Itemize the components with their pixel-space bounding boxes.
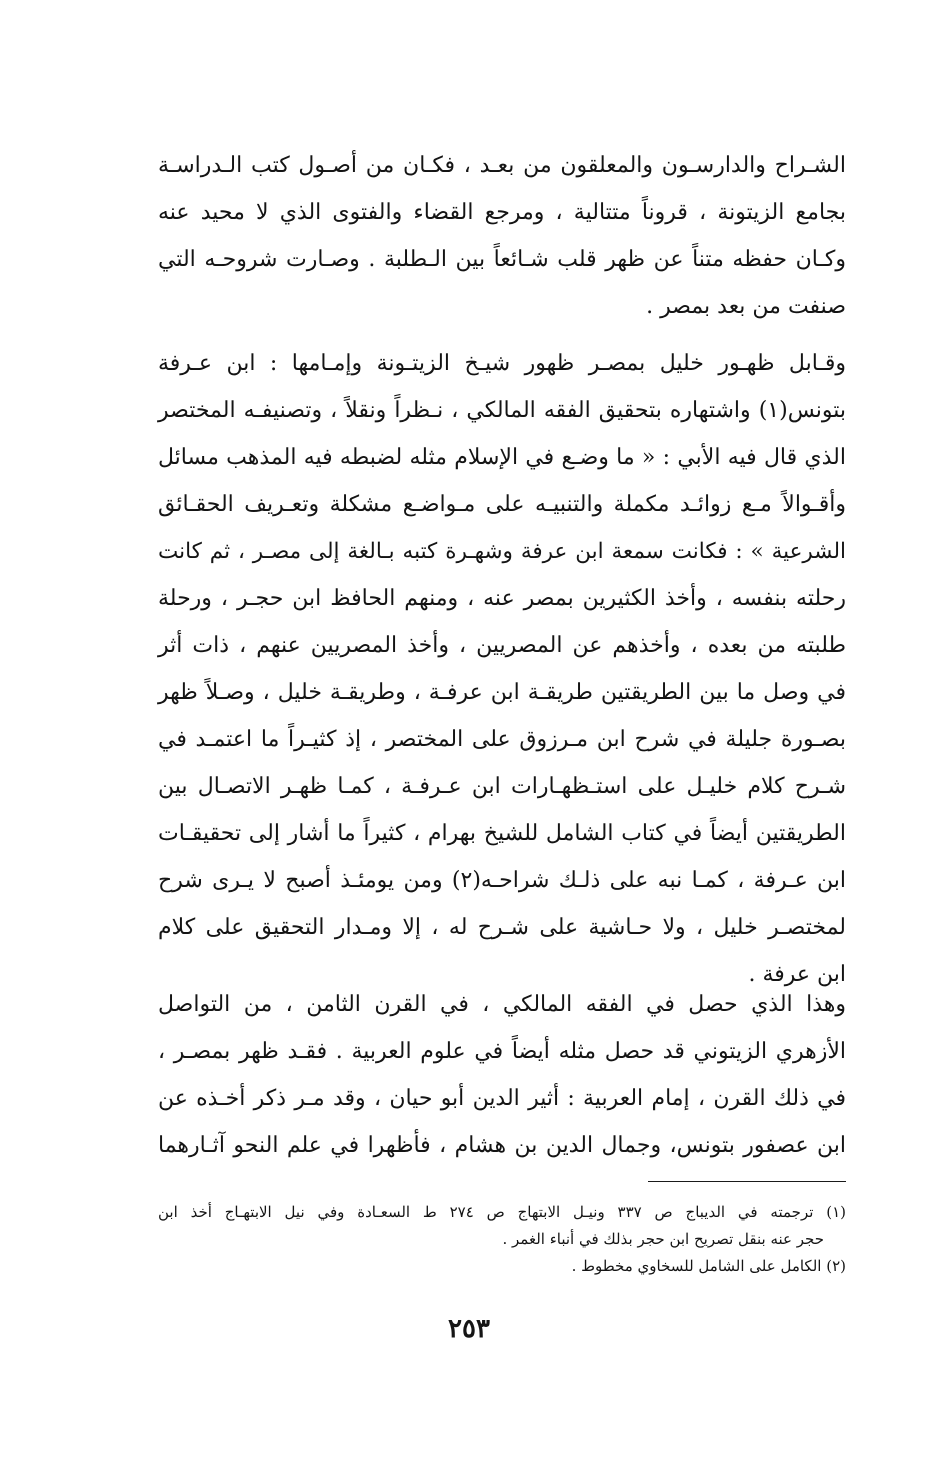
text-line: وكـان حفظه متناً عن ظهر قلب شـائعاً بين الـطلبة . وصـارت شروحـه التي [158,247,846,272]
text-line: الشـراح والدارسـون والمعلقون من بعـد ، فكـان من أصـول كتب الـدراسـة [158,153,846,178]
text-line: ابن عصفور بتونس، وجمال الدين بن هشام ، فأظهرا في علم النحو آثـارهما [158,1133,846,1158]
footnote-2: (٢) الكامل على الشامل للسخاوي مخطوط . [571,1257,846,1275]
text-line: بتونس(١) واشتهاره بتحقيق الفقه المالكي ، نـظراً ونقلاً ، وتصنيفـه المختصر [158,398,846,423]
text-line: الأزهري الزيتوني قد حصل مثله أيضاً في علوم العربية . فقـد ظهر بمصـر ، [158,1039,846,1064]
text-line: ابن عرفة . [748,962,846,987]
text-line: الطريقتين أيضاً في كتاب الشامل للشيخ بهرام ، كثيراً ما أشار إلى تحقيقـات [158,821,846,846]
text-line: وقـابل ظهـور خليل بمصـر ظهور شيـخ الزيتـونة وإمـامها : ابن عـرفة [158,351,846,376]
text-line: صنفت من بعد بمصر . [646,294,846,319]
paragraph-1 [158,142,846,330]
paragraph-3 [158,981,846,1169]
text-line: الشرعية » : فكانت سمعة ابن عرفة وشهـرة كتبه بـالغة إلى مصـر ، ثم كانت [158,539,846,564]
footnote-separator [648,1181,846,1182]
text-line: شـرح كلام خليـل على استـظهـارات ابن عـرفـة ، كمـا ظهـر الاتصـال بين [158,774,846,799]
text-line: الذي قال فيه الأبي : « ما وضـع في الإسلام مثله لضبطه فيه المذهب مسائل [158,445,846,470]
paragraph-2 [158,340,846,998]
text-line: وأقـوالاً مـع زوائـد مكملة والتنبيـه على مـواضـع مشكلة وتعـريف الحقـائق [158,492,846,517]
text-line: في وصل ما بين الطريقتين طريقـة ابن عرفـة ، وطريقـة خليل ، وصـلاً ظهر [158,680,846,705]
footnote-1: (١) ترجمته في الديباج ص ٣٣٧ ونيـل الابتهاج ص ٢٧٤ ط السعـادة وفي نيل الابتهـاج أخذ ابن [158,1203,846,1221]
footnote-1-continuation: حجر عنه بنقل تصريح ابن حجر بذلك في أنباء الغمر . [502,1230,824,1248]
text-line: بجامع الزيتونة ، قروناً متتالية ، ومرجع القضاء والفتوى الذي لا محيد عنه [158,200,846,225]
text-line: ابن عـرفة ، كمـا نبه على ذلـك شراحـه(٢) ومن يومئـذ أصبح لا يـرى شرح [158,868,847,893]
text-line: بصـورة جليلة في شرح ابن مـرزوق على المختصر ، إذ كثيـراً ما اعتمـد في [158,727,846,752]
text-line: رحلته بنفسه ، وأخذ الكثيرين بمصر عنه ، ومنهم الحافظ ابن حجـر ، ورحلة [158,586,846,611]
text-line: طلبته من بعده ، وأخذهم عن المصريين ، وأخذ المصريين عنهم ، ذات أثر [158,633,846,658]
page-number: ٢٥٣ [448,1314,490,1344]
footnotes [158,1199,846,1280]
text-line: لمختصـر خليل ، ولا حـاشية على شـرح له ، إلا ومـدار التحقيق على كلام [158,915,846,940]
text-line: في ذلك القرن ، إمام العربية : أثير الدين أبو حيان ، وقد مـر ذكر أخـذه عن [158,1086,846,1111]
text-line: وهذا الذي حصل في الفقه المالكي ، في القرن الثامن ، من التواصل [158,992,846,1017]
